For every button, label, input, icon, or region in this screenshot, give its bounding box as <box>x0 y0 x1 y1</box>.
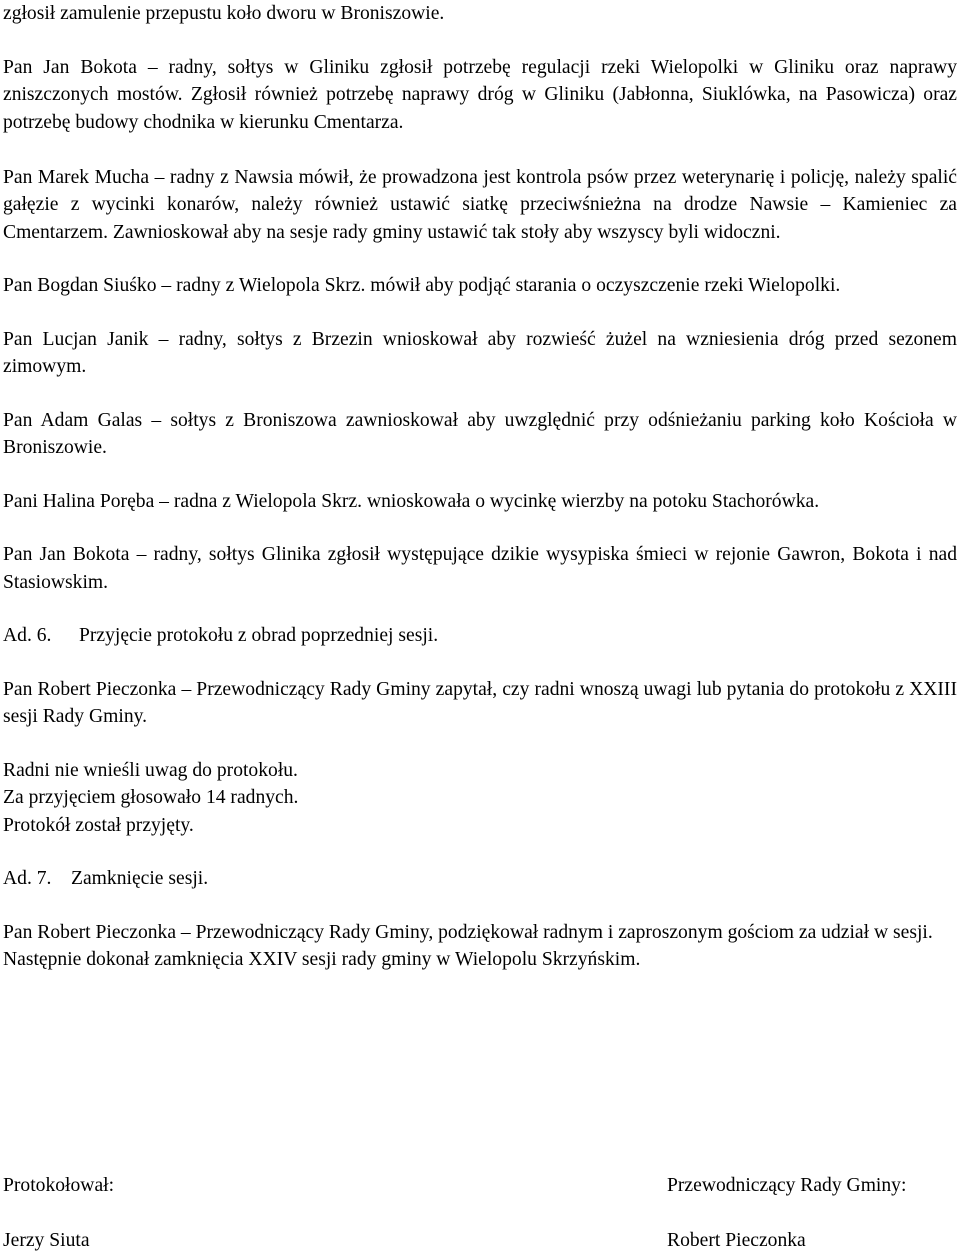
paragraph-pieczonka-question: Pan Robert Pieczonka – Przewodniczący Rady Gminy zapytał, czy radni wnoszą uwagi lub pytania do protokołu z XXIII sesji Rady Gminy. <box>3 678 957 727</box>
signature-left-name: Jerzy Siuta <box>3 1230 90 1251</box>
vote-line-1: Radni nie wnieśli uwag do protokołu. <box>3 759 298 781</box>
paragraph-janik: Pan Lucjan Janik – radny, sołtys z Brzezin wnioskował aby rozwieść żużel na wzniesienia dróg przed sezonem zimowym. <box>3 328 957 377</box>
paragraph-pieczonka-thanks: Pan Robert Pieczonka – Przewodniczący Rady Gminy, podziękował radnym i zaproszonym gościom za udział w sesji. <box>3 921 933 943</box>
signature-left <box>3 1172 114 1255</box>
paragraph-bokota-wysypiska: Pan Jan Bokota – radny, sołtys Glinika zgłosił występujące dzikie wysypiska śmieci w rejonie Gawron, Bokota i nad Stasiowskim. <box>3 544 957 593</box>
vote-block <box>3 757 957 840</box>
paragraph-intro: zgłosił zamulenie przepustu koło dworu w Broniszowie. <box>3 3 445 24</box>
vote-line-2: Za przyjęciem głosowało 14 radnych. <box>3 787 299 808</box>
vote-line-3: Protokół został przyjęty. <box>3 814 194 836</box>
signature-right-label: Przewodniczący Rady Gminy: <box>667 1175 907 1196</box>
signature-right <box>667 1172 906 1255</box>
section-7-heading <box>3 865 957 893</box>
section-6-title: Przyjęcie protokołu z obrad poprzedniej sesji. <box>79 625 439 646</box>
paragraph-galas: Pan Adam Galas – sołtys z Broniszowa zawnioskował aby uwzględnić przy odśnieżaniu parking koło Kościoła w Broniszowie. <box>3 409 957 458</box>
paragraph-bokota-glinik: Pan Jan Bokota – radny, sołtys w Gliniku zgłosił potrzebę regulacji rzeki Wielopolki w Gliniku oraz naprawy zniszczonych mostów. Zgłosił również potrzebę naprawy dróg w Gliniku (Jabłonna, Siuklówka, na Pasowicza) oraz potrzebę budowy chodnika w kierunku Cmentarza. <box>3 56 957 133</box>
paragraph-poreba: Pani Halina Poręba – radna z Wielopola Skrz. wnioskowała o wycinkę wierzby na potoku Stachorówka. <box>3 490 820 512</box>
paragraph-siusko: Pan Bogdan Siuśko – radny z Wielopola Skrz. mówił aby podjąć starania o oczyszczenie rzeki Wielopolki. <box>3 275 841 296</box>
paragraph-closing: Następnie dokonał zamknięcia XXIV sesji rady gminy w Wielopolu Skrzyńskim. <box>3 949 641 970</box>
section-7-title: Zamknięcie sesji. <box>71 868 209 889</box>
signature-right-name: Robert Pieczonka <box>667 1230 806 1251</box>
section-6-heading <box>3 622 957 650</box>
signature-left-label: Protokołował: <box>3 1175 115 1196</box>
section-7-number: Ad. 7. <box>3 868 52 889</box>
document-page <box>3 0 957 974</box>
section-6-number: Ad. 6. <box>3 625 52 646</box>
paragraph-mucha: Pan Marek Mucha – radny z Nawsia mówił, że prowadzona jest kontrola psów przez weterynarię i policję, należy spalić gałęzie z wycinki konarów, należy również ustawić siatkę przeciwśnieżna na drodze Nawsie – Kamieniec za Cmentarzem. Zawnioskował aby na sesje rady gminy ustawić tak stoły aby wszyscy byli widoczni. <box>3 166 957 243</box>
